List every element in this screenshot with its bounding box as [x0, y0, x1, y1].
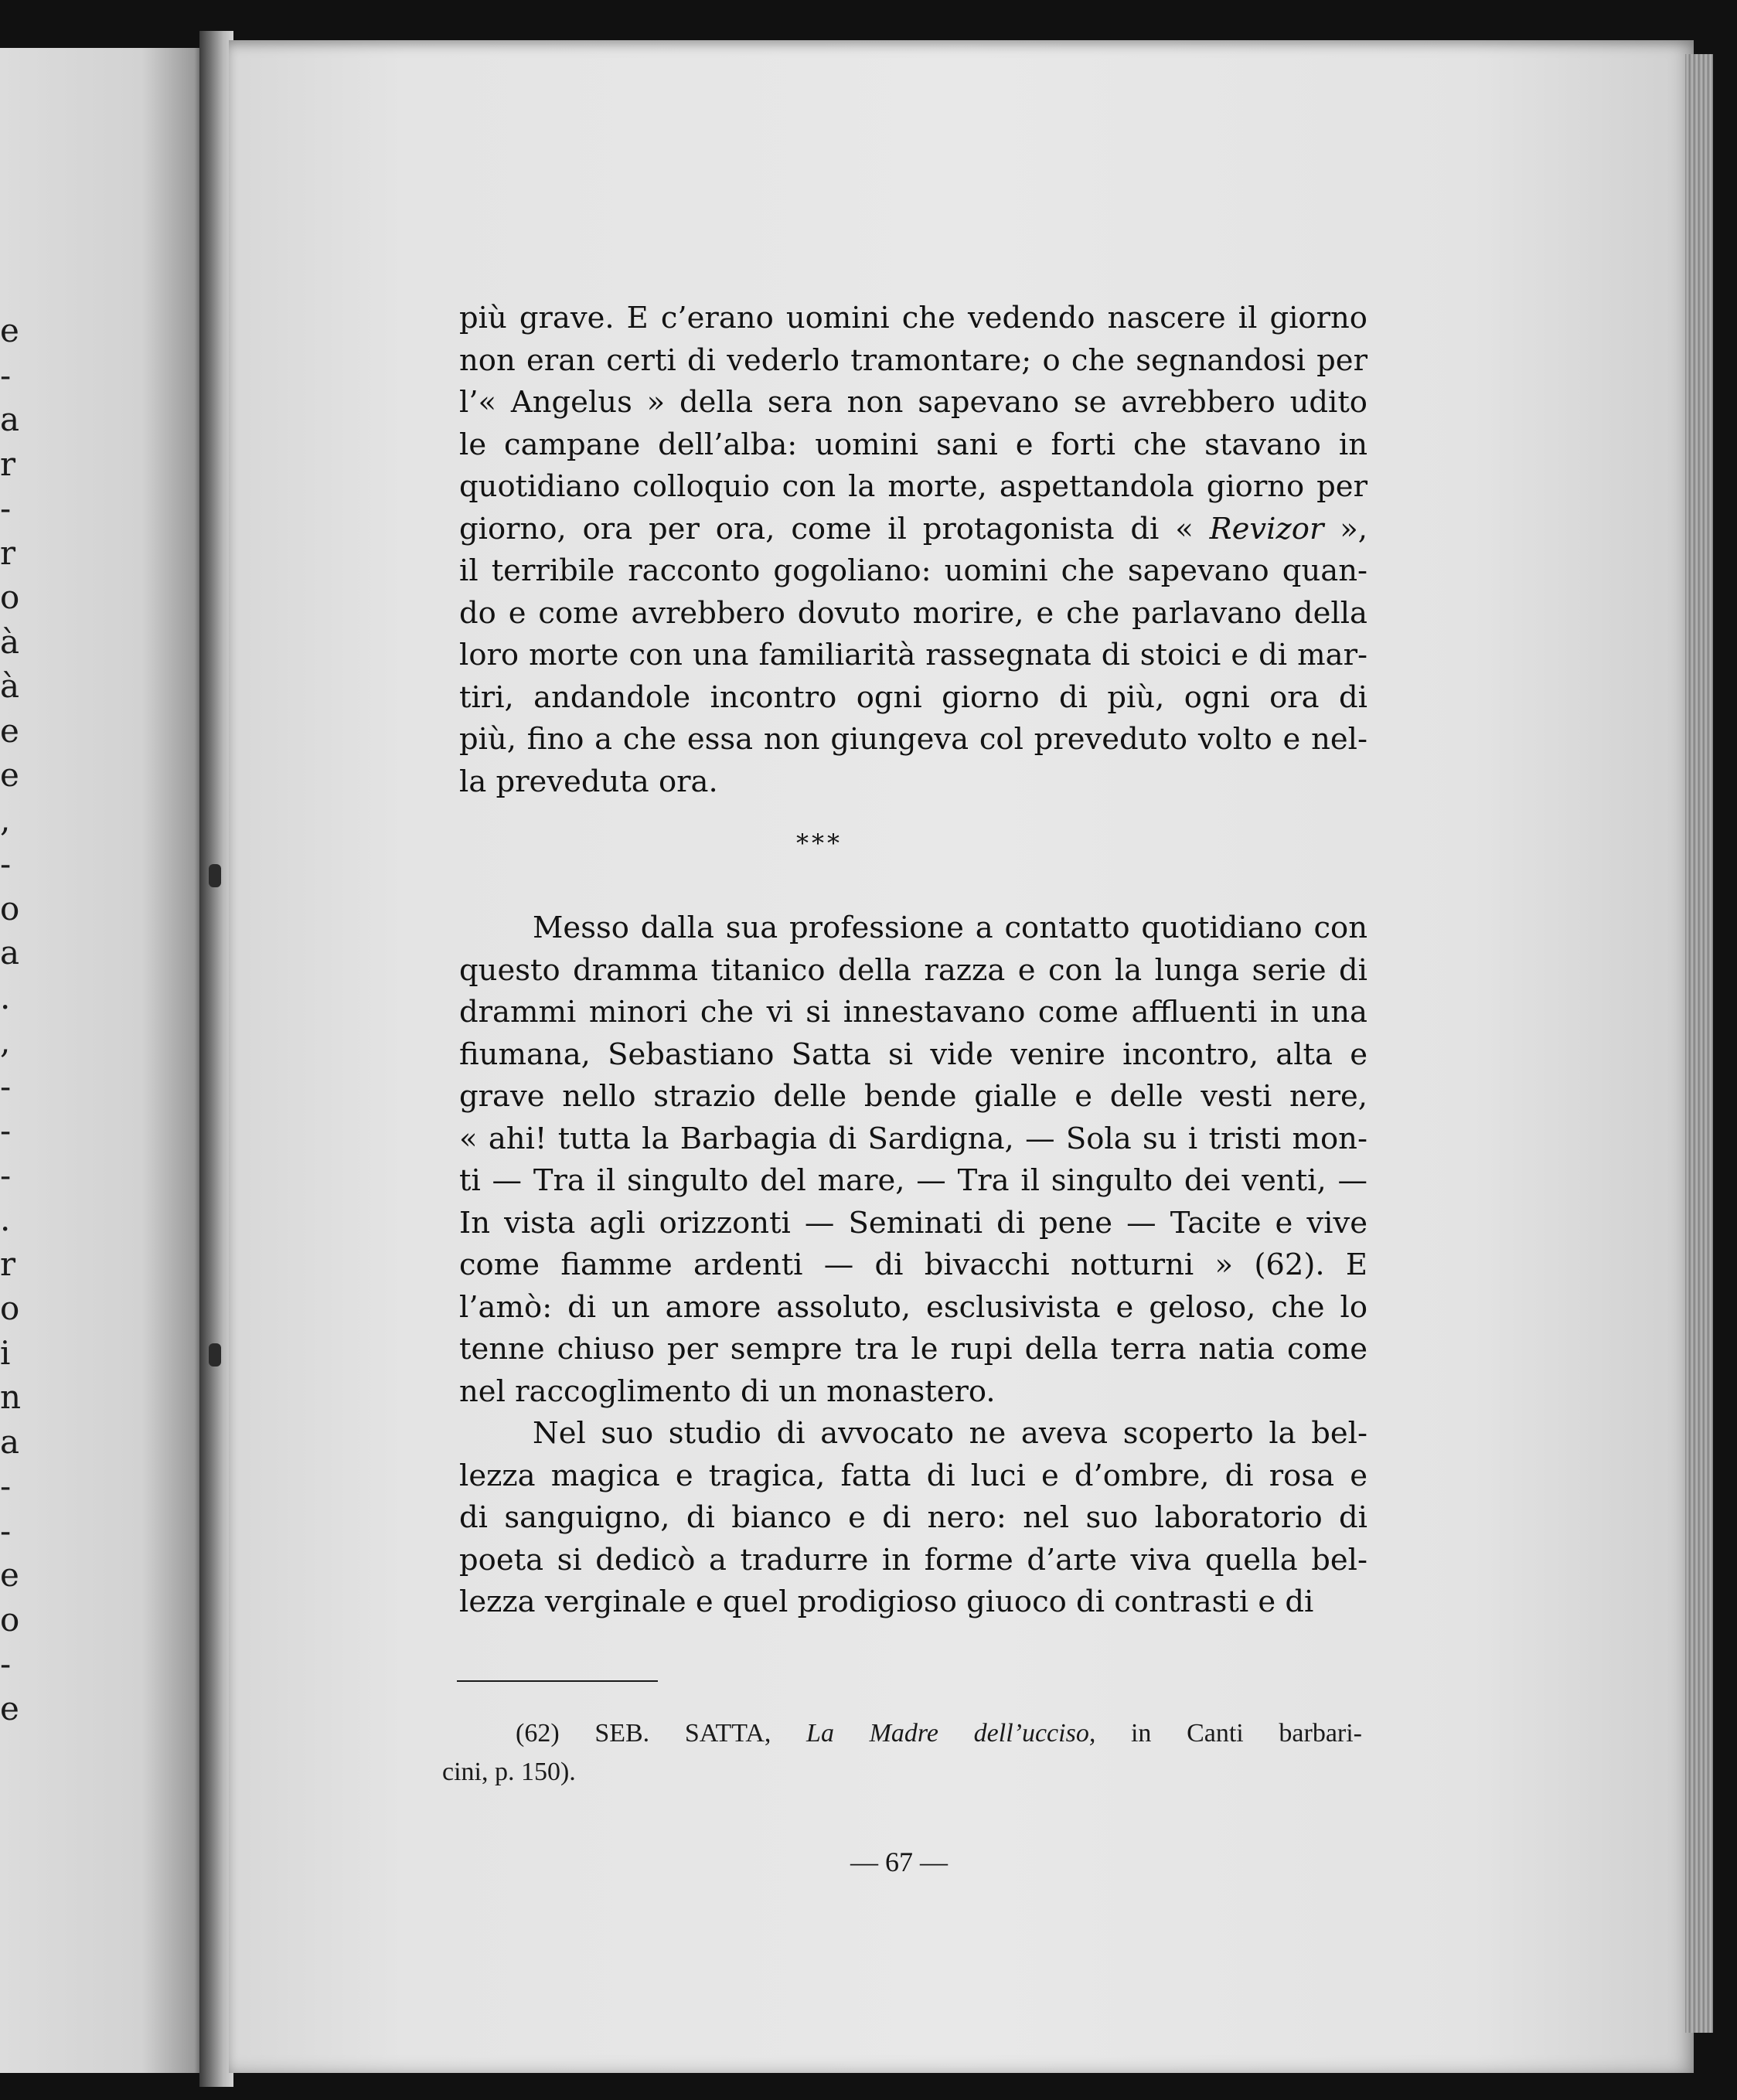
edge-letter: i	[0, 1333, 11, 1372]
text-line: poeta si dedicò a tradurre in forme d’arte viva quella bel-	[459, 1542, 1367, 1578]
footnote-rule	[457, 1680, 658, 1682]
footnote-line-2: cini, p. 150).	[442, 1758, 576, 1786]
text-line: loro morte con una familiarità rassegnata di stoici e di mar-	[459, 638, 1367, 672]
edge-letter: à	[0, 622, 20, 661]
text-line: drammi minori che vi si innestavano come affluenti in una	[459, 995, 1367, 1030]
previous-page-edge	[0, 48, 203, 2073]
edge-letter: a	[0, 934, 20, 972]
footnote-author: SEB. SATTA,	[594, 1719, 771, 1748]
text-line: questo dramma titanico della razza e con la lunga serie di	[459, 952, 1367, 988]
edge-letter: a	[0, 1422, 20, 1461]
binding-staple	[209, 864, 221, 887]
edge-letter: o	[0, 578, 20, 616]
text-line: tenne chiuso per sempre tra le rupi della terra natia come	[459, 1332, 1367, 1367]
text-line: grave nello strazio delle bende gialle e delle vesti nere,	[459, 1079, 1367, 1114]
text-line: giorno, ora per ora, come il protagonista di « Revizor »,	[459, 511, 1368, 546]
edge-letter: à	[0, 667, 20, 705]
text-line: la preveduta ora.	[459, 764, 718, 799]
edge-letter: e	[0, 711, 19, 750]
footnote-line-1	[442, 1714, 1362, 1753]
edge-letter: r	[0, 1244, 16, 1283]
text-line: più, fino a che essa non giungeva col preveduto volto e nel-	[459, 722, 1367, 757]
edge-letter: -	[0, 1645, 12, 1683]
edge-letter: o	[0, 1600, 20, 1639]
edge-letter: -	[0, 356, 12, 394]
text-line: le campane dell’alba: uomini sani e forti che stavano in	[459, 427, 1367, 462]
text-line: l’« Angelus » della sera non sapevano se avrebbero udito	[459, 385, 1367, 420]
text-line: Nel suo studio di avvocato ne aveva scoperto la bel-	[533, 1416, 1367, 1451]
edge-letter: -	[0, 1467, 12, 1505]
page-number: — 67 —	[850, 1846, 948, 1877]
section-separator: ***	[796, 829, 843, 858]
text-line: lezza magica e tragica, fatta di luci e d’ombre, di rosa e	[459, 1458, 1367, 1493]
edge-letter: ,	[0, 800, 11, 839]
edge-letter: e	[0, 1556, 19, 1594]
edge-letter: e	[0, 311, 19, 349]
footnote	[442, 1714, 1362, 1792]
edge-letter: .	[0, 1200, 11, 1238]
edge-letter: r	[0, 444, 16, 483]
text-line: nel raccoglimento di un monastero.	[459, 1373, 996, 1409]
edge-letter: o	[0, 889, 20, 927]
text-line: non eran certi di vederlo tramontare; o che segnandosi per	[459, 342, 1367, 378]
edge-letter: e	[0, 1689, 19, 1727]
text-line: fiumana, Sebastiano Satta si vide venire incontro, alta e	[459, 1036, 1367, 1072]
paragraph-2-3	[459, 907, 1367, 1624]
text-line: di sanguigno, di bianco e di nero: nel suo laboratorio di	[459, 1500, 1367, 1535]
footnote-title: La Madre dell’ucciso,	[806, 1719, 1096, 1748]
text-line: Messo dalla sua professione a contatto quotidiano con	[533, 910, 1367, 945]
binding-staple	[209, 1343, 221, 1367]
text-line: lezza verginale e quel prodigioso giuoco di contrasti e di	[459, 1584, 1314, 1619]
edge-letter: .	[0, 978, 11, 1016]
text-line: il terribile racconto gogoliano: uomini che sapevano quan-	[459, 553, 1367, 588]
text-line: come fiamme ardenti — di bivacchi notturni » (62). E	[459, 1247, 1367, 1282]
edge-letter: e	[0, 756, 19, 794]
edge-letter: n	[0, 1378, 22, 1416]
footnote-text: in Canti barbari-	[1130, 1719, 1362, 1748]
page-stack-edge	[1685, 54, 1713, 2033]
text-line: ti — Tra il singulto del mare, — Tra il singulto dei venti, —	[459, 1163, 1367, 1198]
text-line: quotidiano colloquio con la morte, aspettandola giorno per	[459, 469, 1367, 504]
edge-letter: a	[0, 400, 20, 438]
text-line: do e come avrebbero dovuto morire, e che parlavano della	[459, 595, 1367, 631]
text-line: « ahi! tutta la Barbagia di Sardigna, — Sola su i tristi mon-	[459, 1121, 1367, 1156]
edge-letter: -	[0, 1156, 12, 1194]
edge-letter: o	[0, 1289, 20, 1327]
paragraph-1	[459, 298, 1367, 803]
footnote-number: (62)	[516, 1719, 560, 1748]
edge-letter: -	[0, 845, 12, 883]
edge-letter: -	[0, 1111, 12, 1149]
text-line: In vista agli orizzonti — Seminati di pene — Tacite e vive	[459, 1205, 1367, 1241]
edge-letter: -	[0, 489, 12, 527]
edge-letter: -	[0, 1067, 12, 1105]
edge-letter: ,	[0, 1023, 11, 1060]
text-line: più grave. E c’erano uomini che vedendo nascere il giorno	[459, 301, 1367, 335]
edge-letter: -	[0, 1511, 12, 1550]
edge-letter: r	[0, 533, 16, 572]
text-line: l’amò: di un amore assoluto, esclusivista e geloso, che lo	[459, 1289, 1367, 1325]
text-line: tiri, andandole incontro ogni giorno di più, ogni ora di	[459, 679, 1367, 715]
